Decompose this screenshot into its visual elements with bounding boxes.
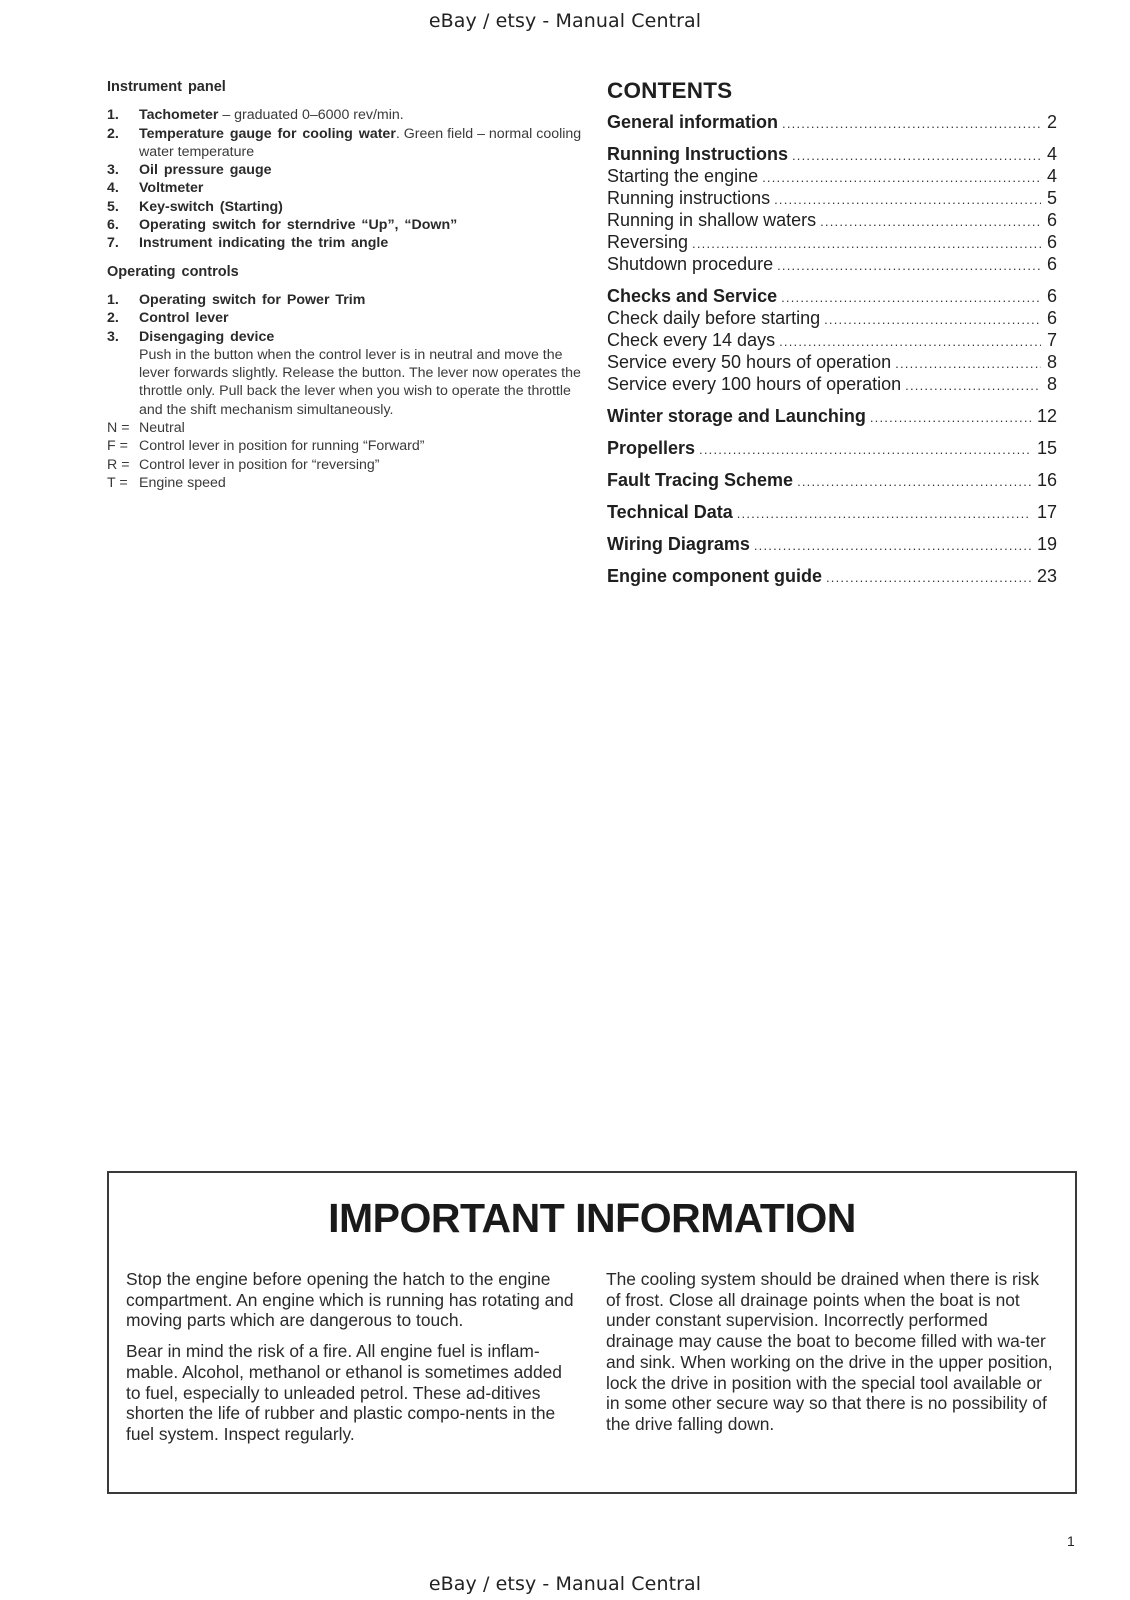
toc-entry-running-instructions[interactable]: Running Instructions ..... 4 — [607, 144, 1057, 166]
item-term: Tachometer — [139, 107, 219, 124]
contents-title: CONTENTS — [607, 78, 733, 103]
list-item — [107, 309, 582, 327]
toc-page-number: 4 — [1046, 144, 1057, 164]
item-term: Key-switch (Starting) — [139, 198, 283, 215]
dot-leader — [782, 113, 1041, 134]
toc-page-number: 6 — [1046, 210, 1057, 230]
list-item — [107, 106, 582, 124]
toc-page-number: 19 — [1036, 534, 1057, 554]
dot-leader — [781, 287, 1041, 308]
toc-entry-propellers[interactable]: Propellers ..... 15 — [607, 438, 1057, 460]
dot-leader — [754, 535, 1031, 556]
toc-entry-check-14-days[interactable]: Check every 14 days ..... 7 — [607, 330, 1057, 352]
toc-page-number: 15 — [1036, 438, 1057, 458]
item-term: Disengaging device — [139, 328, 275, 345]
toc-entry-service-50-hours[interactable]: Service every 50 hours of operation ..... 8 — [607, 352, 1057, 374]
toc-page-number: 16 — [1036, 470, 1057, 490]
legend-item — [107, 456, 582, 474]
list-item — [107, 216, 582, 234]
list-item — [107, 125, 582, 162]
item-term: Temperature gauge for cooling water — [139, 125, 396, 142]
toc-page-number: 6 — [1046, 286, 1057, 306]
legend-key: N = — [107, 420, 130, 437]
dot-leader — [777, 255, 1041, 276]
dot-leader — [737, 503, 1031, 524]
item-number: 5. — [107, 198, 119, 215]
important-right-column — [606, 1269, 1056, 1445]
item-number: 1. — [107, 291, 119, 308]
list-item — [107, 234, 582, 252]
item-number: 1. — [107, 107, 119, 124]
item-term: Instrument indicating the trim angle — [139, 235, 389, 252]
toc-page-number: 2 — [1046, 112, 1057, 132]
page-number: 1 — [1067, 1533, 1075, 1549]
toc-page-number: 6 — [1046, 308, 1057, 328]
important-information-box — [107, 1171, 1077, 1494]
toc-entry-starting-the-engine[interactable]: Starting the engine ..... 4 — [607, 166, 1057, 188]
item-text: . Green field – normal cooling water temperature — [139, 125, 582, 160]
legend-text: Control lever in position for “reversing” — [139, 456, 380, 473]
legend-key: F = — [107, 438, 128, 455]
instrument-panel-list — [107, 106, 582, 252]
legend-text: Engine speed — [139, 474, 226, 491]
item-number: 7. — [107, 235, 119, 252]
toc-page-number: 23 — [1036, 566, 1057, 586]
item-term: Control lever — [139, 310, 229, 327]
important-paragraph: The cooling system should be drained when there is risk of frost. Close all drainage points when the boat is not under constant supervision. Incorrectly performed drainage may cause the boat to become filled with wa-ter and sink. When working on the drive in the upper position, lock the drive in position with the special tool available or in some other secure way so that there is no possibility of the drive falling down. — [606, 1269, 1053, 1434]
important-paragraph: Stop the engine before opening the hatch to the engine compartment. An engine which is running has rotating and moving parts which are dangerous to touch. — [126, 1269, 574, 1331]
toc-page-number: 12 — [1036, 406, 1057, 426]
dot-leader — [895, 353, 1041, 374]
toc-entry-engine-component-guide[interactable]: Engine component guide ..... 23 — [607, 566, 1057, 588]
left-column — [107, 78, 582, 492]
toc-entry-running-instructions-sub[interactable]: Running instructions ..... 5 — [607, 188, 1057, 210]
toc-entry-wiring-diagrams[interactable]: Wiring Diagrams ..... 19 — [607, 534, 1057, 556]
dot-leader — [905, 375, 1041, 396]
legend-text: Control lever in position for running “Forward” — [139, 438, 425, 455]
list-item — [107, 328, 582, 419]
toc-entry-technical-data[interactable]: Technical Data ..... 17 — [607, 502, 1057, 524]
toc-entry-general-information[interactable]: General information ..... 2 — [607, 112, 1057, 134]
legend-item — [107, 419, 582, 437]
toc-entry-winter-storage[interactable]: Winter storage and Launching ..... 12 — [607, 406, 1057, 428]
item-text: – graduated 0–6000 rev/min. — [218, 107, 404, 124]
list-item — [107, 161, 582, 179]
list-item — [107, 198, 582, 216]
toc-page-number: 8 — [1046, 352, 1057, 372]
dot-leader — [779, 331, 1041, 352]
toc-page-number: 6 — [1046, 232, 1057, 252]
toc-page-number: 4 — [1046, 166, 1057, 186]
item-term: Operating switch for sterndrive “Up”, “Down” — [139, 217, 458, 234]
item-number: 6. — [107, 217, 119, 234]
list-item — [107, 179, 582, 197]
dot-leader — [870, 407, 1031, 428]
instrument-panel-title: Instrument panel — [107, 79, 226, 95]
dot-leader — [820, 211, 1041, 232]
toc-entry-fault-tracing[interactable]: Fault Tracing Scheme ..... 16 — [607, 470, 1057, 492]
dot-leader — [699, 439, 1031, 460]
list-item — [107, 291, 582, 309]
toc-page-number: 7 — [1046, 330, 1057, 350]
legend-text: Neutral — [139, 420, 185, 437]
legend-key: T = — [107, 474, 128, 491]
toc-page-number: 17 — [1036, 502, 1057, 522]
toc-entry-shallow-waters[interactable]: Running in shallow waters ..... 6 — [607, 210, 1057, 232]
dot-leader — [826, 567, 1031, 588]
item-number: 3. — [107, 162, 119, 179]
dot-leader — [797, 471, 1031, 492]
dot-leader — [692, 233, 1041, 254]
item-number: 2. — [107, 125, 119, 142]
item-number: 4. — [107, 180, 119, 197]
item-number: 3. — [107, 328, 119, 345]
important-title: IMPORTANT INFORMATION — [328, 1195, 856, 1241]
toc-entry-check-daily[interactable]: Check daily before starting ..... 6 — [607, 308, 1057, 330]
dot-leader — [762, 167, 1041, 188]
table-of-contents — [607, 78, 1057, 588]
important-left-column — [126, 1269, 581, 1455]
dot-leader — [774, 189, 1041, 210]
operating-controls-list — [107, 291, 582, 492]
watermark-header: eBay / etsy - Manual Central — [428, 10, 702, 32]
operating-controls-title: Operating controls — [107, 263, 239, 280]
toc-entry-checks-and-service[interactable]: Checks and Service ..... 6 — [607, 286, 1057, 308]
watermark-footer: eBay / etsy - Manual Central — [428, 1573, 702, 1595]
item-term: Voltmeter — [139, 180, 204, 197]
item-number: 2. — [107, 310, 119, 327]
toc-page-number: 8 — [1046, 374, 1057, 394]
legend-item — [107, 437, 582, 455]
legend-key: R = — [107, 456, 130, 473]
legend-item — [107, 474, 582, 492]
important-paragraph: Bear in mind the risk of a fire. All engine fuel is inflam-mable. Alcohol, methanol or ethanol is sometimes added to fuel, especially to unleaded petrol. These ad-ditives shorten the life of rubber and plastic compo-nents in the fuel system. Inspect regularly. — [126, 1341, 562, 1444]
item-term: Operating switch for Power Trim — [139, 291, 366, 308]
toc-page-number: 5 — [1046, 188, 1057, 208]
toc-entry-shutdown-procedure[interactable]: Shutdown procedure ..... 6 — [607, 254, 1057, 276]
item-description: Push in the button when the control lever is in neutral and move the lever forwards slightly. Release the button. The lever now operates the throttle only. Pull back the lever when you wish to operate the throttle and the shift mechanism simultaneously. — [139, 346, 581, 418]
item-term: Oil pressure gauge — [139, 162, 272, 179]
toc-entry-service-100-hours[interactable]: Service every 100 hours of operation ..... 8 — [607, 374, 1057, 396]
toc-page-number: 6 — [1046, 254, 1057, 274]
toc-entry-reversing[interactable]: Reversing ..... 6 — [607, 232, 1057, 254]
dot-leader — [824, 309, 1041, 330]
dot-leader — [792, 145, 1041, 166]
